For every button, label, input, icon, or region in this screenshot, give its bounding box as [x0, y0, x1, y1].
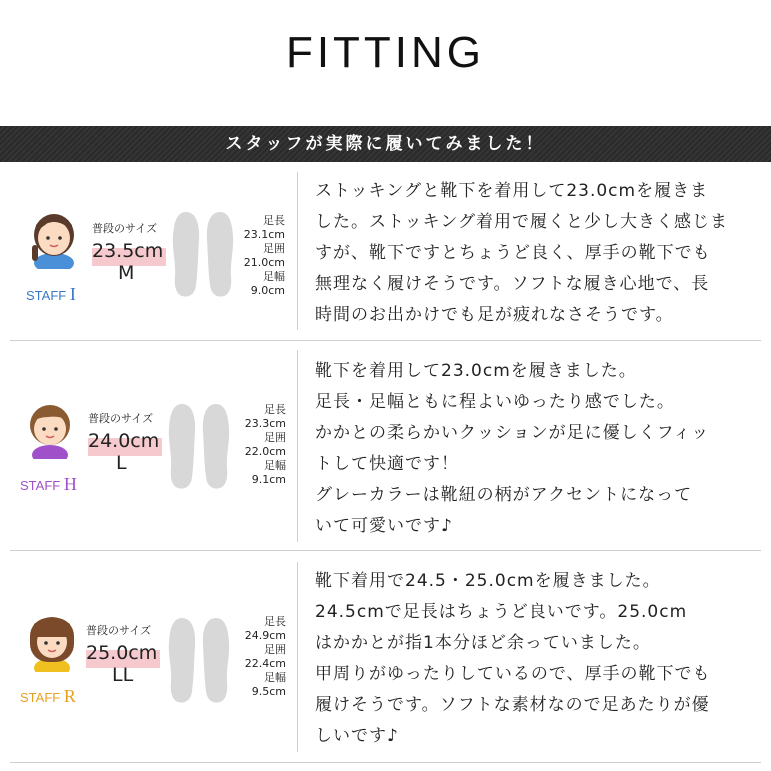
usual-size-value: 23.5cm [92, 240, 164, 262]
foot-width-label: 足幅 [263, 270, 285, 283]
staff-avatar-icon [18, 395, 82, 459]
foot-length-label: 足長 [264, 615, 286, 628]
review-line: 履けそうです。ソフトな素材なので足あたりが優 [315, 695, 710, 715]
page-title: FITTING [285, 28, 486, 77]
foot-width-label: 足幅 [264, 459, 286, 472]
review-line: 24.5cmで足長はちょうど良いです。25.0cm [315, 602, 688, 622]
footprint-icon [164, 402, 234, 492]
review-line: ストッキングと靴下を着用して23.0cmを履きま [315, 181, 709, 201]
staff-label [20, 474, 77, 495]
staff-label [20, 686, 76, 707]
foot-width-value: 9.0cm [250, 284, 285, 297]
review-line: した。ストッキング着用で履くと少し大きく感じま [315, 212, 728, 232]
staff-avatar-icon [20, 608, 84, 672]
foot-width-value: 9.5cm [251, 685, 286, 698]
row-separator [10, 550, 761, 551]
review-line: グレーカラーは靴紐の柄がアクセントになって [315, 485, 693, 505]
review-line: しいです♪ [315, 726, 399, 746]
foot-measurements [225, 214, 285, 298]
foot-girth-value: 22.0cm [244, 445, 286, 458]
column-divider [297, 562, 298, 752]
review-text [315, 566, 755, 752]
staff-label [26, 284, 76, 305]
staff-initial: R [63, 686, 76, 706]
row-separator [10, 762, 761, 763]
staff-word: STAFF [20, 478, 61, 493]
usual-size-caption: 普段のサイズ [86, 624, 152, 637]
usual-size-letter: L [116, 452, 127, 474]
review-line: かかとの柔らかいクッションが足に優しくフィッ [315, 423, 710, 443]
foot-girth-value: 21.0cm [243, 256, 285, 269]
review-line: 無理なく履けそうです。ソフトな履き心地で、長 [315, 274, 710, 294]
foot-width-value: 9.1cm [251, 473, 286, 486]
usual-size-letter: M [118, 262, 135, 284]
review-line: 時間のお出かけでも足が疲れなさそうです。 [315, 305, 674, 325]
usual-size-value: 24.0cm [88, 430, 160, 452]
foot-girth-label: 足囲 [263, 242, 285, 255]
foot-length-label: 足長 [263, 214, 285, 227]
review-line: 足長・足幅ともに程よいゆったり感でした。 [315, 392, 675, 412]
review-text [315, 356, 755, 542]
section-banner: スタッフが実際に履いてみました！ [0, 126, 771, 162]
usual-size-caption: 普段のサイズ [92, 222, 158, 235]
foot-girth-value: 22.4cm [244, 657, 286, 670]
usual-size-value: 25.0cm [86, 642, 158, 664]
review-line: すが、靴下ですとちょうど良く、厚手の靴下でも [315, 243, 711, 263]
foot-measurements [226, 615, 286, 699]
usual-size-letter: LL [112, 664, 134, 686]
column-divider [297, 350, 298, 542]
review-text [315, 176, 755, 331]
foot-width-label: 足幅 [264, 671, 286, 684]
staff-avatar-icon [22, 205, 86, 269]
review-line: 甲周りがゆったりしているので、厚手の靴下でも [315, 664, 711, 684]
staff-word: STAFF [20, 690, 61, 705]
footprint-icon [164, 616, 234, 706]
review-line: トして快適です！ [315, 454, 459, 474]
review-line: 靴下を着用して23.0cmを履きました。 [315, 361, 637, 381]
row-separator [10, 340, 761, 341]
foot-length-value: 23.3cm [244, 417, 286, 430]
review-line: 靴下着用で24.5・25.0cmを履きました。 [315, 571, 661, 591]
staff-initial: I [69, 284, 76, 304]
foot-length-value: 23.1cm [243, 228, 285, 241]
foot-girth-label: 足囲 [264, 431, 286, 444]
foot-length-value: 24.9cm [244, 629, 286, 642]
review-line: はかかとが指1本分ほど余っていました。 [315, 633, 651, 653]
foot-measurements [226, 403, 286, 487]
review-line: いて可愛いです♪ [315, 516, 453, 536]
staff-initial: H [63, 474, 77, 494]
foot-length-label: 足長 [264, 403, 286, 416]
column-divider [297, 172, 298, 330]
foot-girth-label: 足囲 [264, 643, 286, 656]
staff-word: STAFF [26, 288, 67, 303]
usual-size-caption: 普段のサイズ [88, 412, 154, 425]
